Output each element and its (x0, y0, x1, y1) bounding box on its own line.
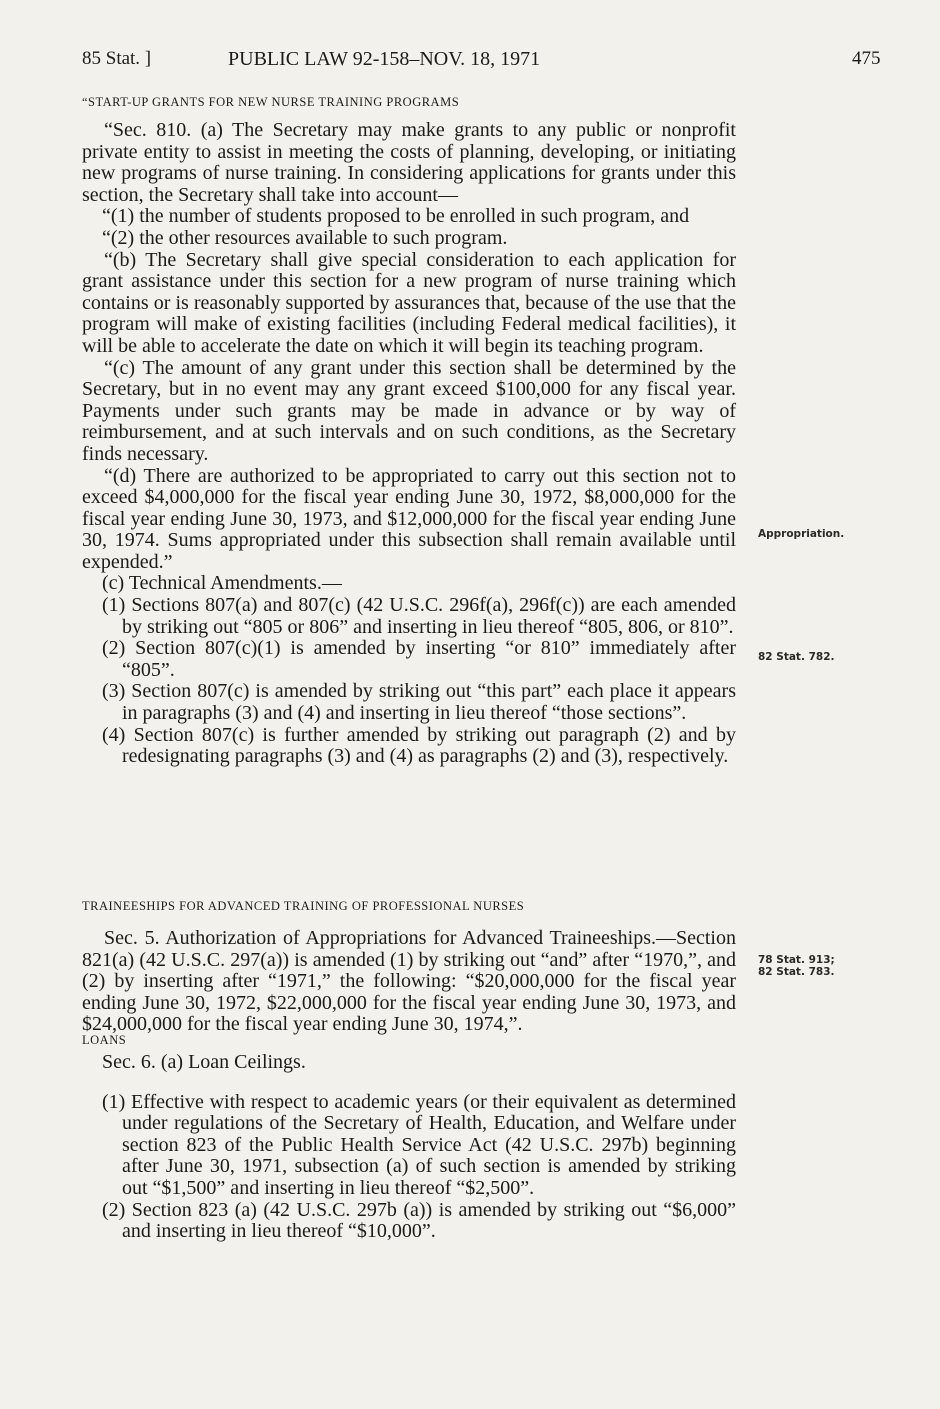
paragraph: (3) Section 807(c) is amended by striking out “this part” each place it appears in paragraphs (3) and (4) and inserting in lieu thereof “those sections”. (102, 680, 736, 725)
paragraph: “(1) the number of students proposed to be enrolled in such program, and (102, 205, 690, 228)
margin-note-stat-783: 82 Stat. 783. (758, 966, 835, 978)
section-heading: LOANS (82, 1033, 127, 1047)
paragraph: “(b) The Secretary shall give special consideration to each application for grant assistance under this section for a new program of nurse training which contains or is reasonably supported by assurances that, because of the use that the program will make of existing facilities (including Federal medical facilities), it will be able to accelerate the date on which it will begin its teaching program. (82, 248, 736, 357)
paragraph: “Sec. 810. (a) The Secretary may make grants to any public or nonprofit private entity to assist in meeting the costs of planning, developing, or initiating new programs of nurse training. In considering applications for grants under this section, the Secretary shall take into account— (82, 119, 736, 206)
section-heading: “START-UP GRANTS FOR NEW NURSE TRAINING PROGRAMS (82, 95, 460, 109)
header-title: PUBLIC LAW 92-158–NOV. 18, 1971 (228, 48, 541, 70)
loans-section (82, 1032, 736, 1243)
margin-note-appropriation: Appropriation. (758, 528, 845, 540)
start-up-grants-section (82, 94, 736, 768)
paragraph: (1) Sections 807(a) and 807(c) (42 U.S.C. 296f(a), 296f(c)) are each amended by striking out “805 or 806” and inserting in lieu thereof “805, 806, or 810”. (102, 594, 736, 638)
paragraph: (2) Section 807(c)(1) is amended by inserting “or 810” immediately after “805”. (102, 637, 736, 681)
paragraph: “(d) There are authorized to be appropriated to carry out this section not to exceed $4,000,000 for the fiscal year ending June 30, 1972, $8,000,000 for the fiscal year ending June 30, 1973, and $12,000,000 for the fiscal year ending June 30, 1974. Sums appropriated under this subsection shall remain available until expended.” (82, 464, 736, 573)
paragraph: (1) Effective with respect to academic years (or their equivalent as determined under regulations of the Secretary of Health, Education, and Welfare under section 823 of the Public Health Service Act (42 U.S.C. 297b) beginning after June 30, 1971, subsection (a) of such section is amended by striking out “$1,500” and inserting in lieu thereof “$2,500”. (102, 1090, 736, 1199)
paragraph: Sec. 6. (a) Loan Ceilings. (102, 1051, 306, 1073)
traineeships-section (82, 898, 736, 1036)
margin-note-stat-782: 82 Stat. 782. (758, 651, 835, 663)
paragraph: “(2) the other resources available to such program. (102, 226, 508, 249)
paragraph: Sec. 5. Authorization of Appropriations for Advanced Traineeships.—Section 821(a) (42 U.S.C. 297(a)) is amended (1) by striking out “and” after “1970,”, and (2) by inserting after “1971,” the following: “$20,000,000 for the fiscal year ending June 30, 1972, $22,000,000 for the fiscal year ending June 30, 1973, and $24,000,000 for the fiscal year ending June 30, 1974,”. (82, 927, 736, 1036)
paragraph: (c) Technical Amendments.— (102, 572, 342, 595)
margin-note-stat-913: 78 Stat. 913; (758, 954, 835, 966)
paragraph: “(c) The amount of any grant under this section shall be determined by the Secretary, but in no event may any grant exceed $100,000 for any fiscal year. Payments under such grants may be made in advance or by way of reimbursement, and at such intervals and on such conditions, as the Secretary finds necessary. (82, 356, 736, 465)
paragraph: (2) Section 823 (a) (42 U.S.C. 297b (a)) is amended by striking out “$6,000” and inserting in lieu thereof “$10,000”. (102, 1198, 736, 1243)
paragraph: (4) Section 807(c) is further amended by striking out paragraph (2) and by redesignating paragraphs (3) and (4) as paragraphs (2) and (3), respectively. (102, 723, 736, 768)
header-stat: 85 Stat. ] (82, 48, 152, 69)
section-heading: TRAINEESHIPS FOR ADVANCED TRAINING OF PROFESSIONAL NURSES (82, 899, 525, 913)
page-number: 475 (852, 48, 881, 69)
